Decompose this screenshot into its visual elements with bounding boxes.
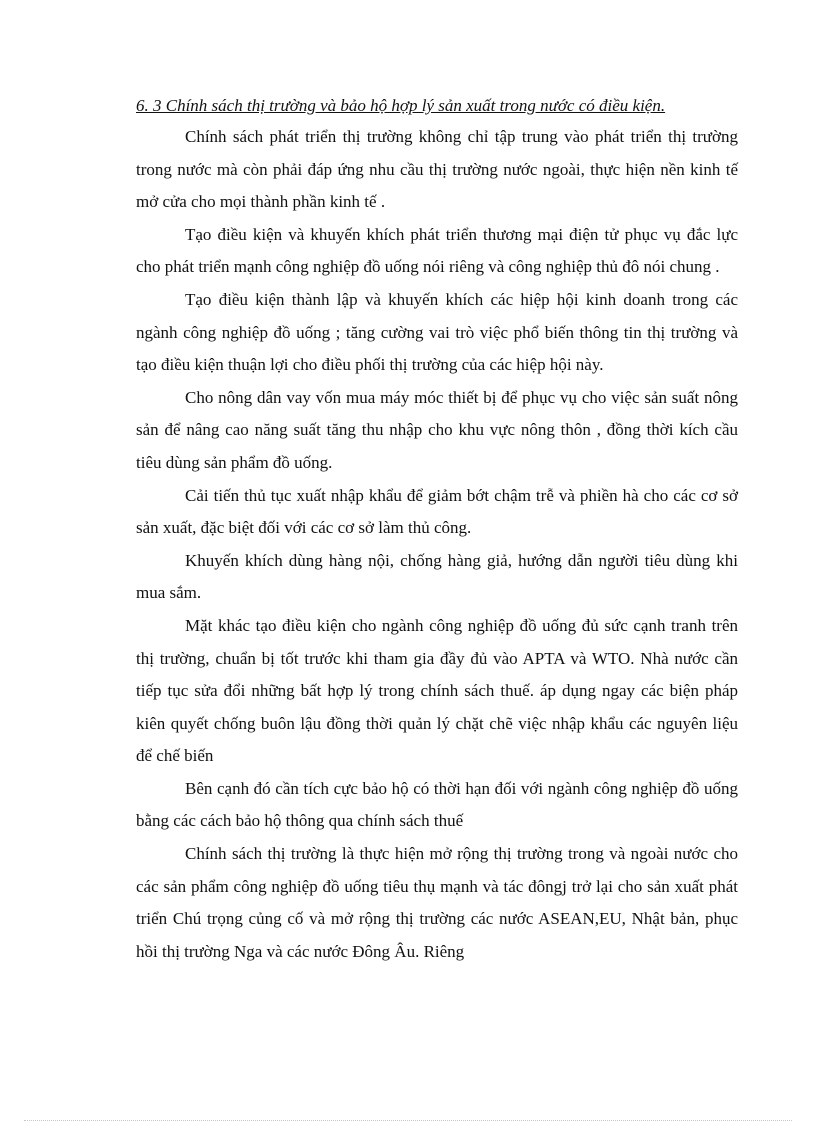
page-content	[136, 94, 738, 968]
paragraph: Chính sách thị trường là thực hiện mở rộng thị trường trong và ngoài nước cho các sản phẩm công nghiệp đồ uống tiêu thụ mạnh và tác đôngj trở lại cho sản xuất phát triển Chú trọng củng cố và mở rộng thị trường các nước ASEAN,EU, Nhật bản, phục hồi thị trường Nga và các nước Đông Âu. Riêng	[136, 844, 738, 961]
paragraph: Tạo điều kiện và khuyến khích phát triển thương mại điện tử phục vụ đắc lực cho phát triển mạnh công nghiệp đồ uống nói riêng và công nghiệp thủ đô nói chung .	[136, 224, 738, 277]
section-heading: 6. 3 Chính sách thị trường và bảo hộ hợp lý sản xuất trong nước có điều kiện.	[136, 96, 666, 115]
paragraph: Chính sách phát triển thị trường không chỉ tập trung vào phát triển thị trường trong nước mà còn phải đáp ứng nhu cầu thị trường nước ngoài, thực hiện nền kinh tế mở cửa cho mọi thành phần kinh tế .	[136, 127, 738, 212]
paragraph: Cải tiến thủ tục xuất nhập khẩu để giảm bớt chậm trễ và phiền hà cho các cơ sở sản xuất, đặc biệt đối với các cơ sở làm thủ công.	[136, 485, 738, 538]
paragraph: Cho nông dân vay vốn mua máy móc thiết bị để phục vụ cho việc sản suất nông sản để nâng cao năng suất tăng thu nhập cho khu vực nông thôn , đồng thời kích cầu tiêu dùng sản phẩm đồ uống.	[136, 387, 738, 472]
paragraph: Mặt khác tạo điều kiện cho ngành công nghiệp đồ uống đủ sức cạnh tranh trên thị trường, chuẩn bị tốt trước khi tham gia đầy đủ vào APTA và WTO. Nhà nước cần tiếp tục sửa đổi những bất hợp lý trong chính sách thuế. áp dụng ngay các biện pháp kiên quyết chống buôn lậu đồng thời quản lý chặt chẽ việc nhập khẩu các nguyên liệu để chế biến	[136, 615, 738, 766]
paragraph: Khuyến khích dùng hàng nội, chống hàng giả, hướng dẫn người tiêu dùng khi mua sắm.	[136, 550, 738, 603]
paragraph: Tạo điều kiện thành lập và khuyến khích các hiệp hội kinh doanh trong các ngành công nghiệp đồ uống ; tăng cường vai trò việc phổ biến thông tin thị trường và tạo điều kiện thuận lợi cho điều phối thị trường của các hiệp hội này.	[136, 289, 738, 375]
footer-divider	[24, 1120, 792, 1121]
paragraph: Bên cạnh đó cần tích cực bảo hộ có thời hạn đối với ngành công nghiệp đồ uống bằng các cách bảo hộ thông qua chính sách thuế	[136, 778, 738, 831]
